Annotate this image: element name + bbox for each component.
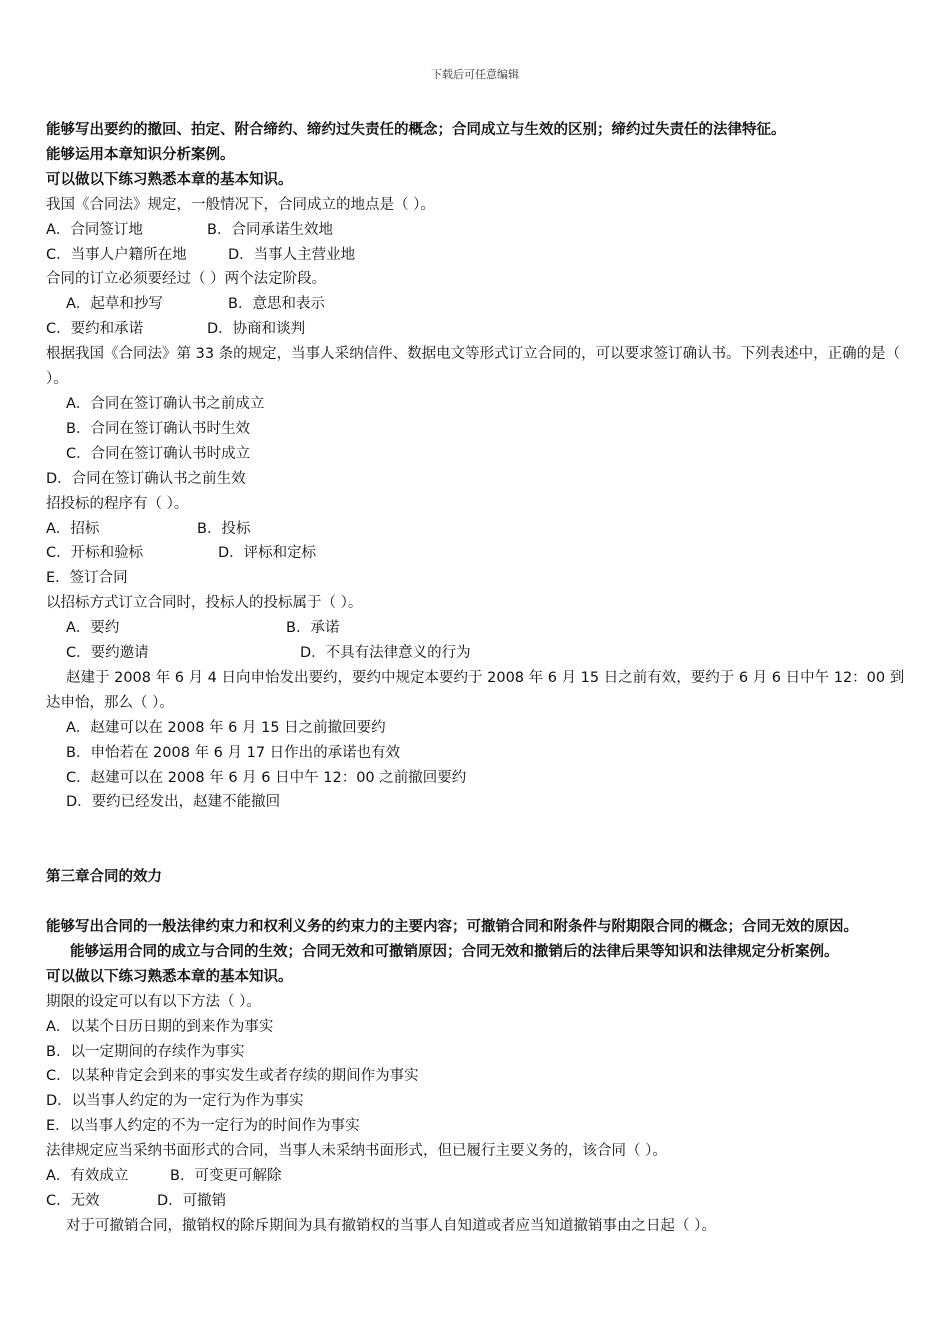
options-row	[46, 292, 908, 317]
page-header: 下载后可任意编辑	[431, 68, 519, 81]
option-d: D．合同在签订确认书之前生效	[46, 470, 246, 487]
question-stem: 以招标方式订立合同时，投标人的投标属于（ ）。	[46, 595, 363, 612]
chapter-title: 第三章合同的效力	[46, 869, 162, 886]
options-row	[46, 616, 908, 641]
option-d: D．可撤销	[157, 1192, 227, 1209]
question-stem: 合同的订立必须要经过（ ）两个法定阶段。	[46, 271, 327, 288]
document-body	[46, 118, 908, 1239]
question-stem: 对于可撤销合同，撤销权的除斥期间为具有撤销权的当事人自知道或者应当知道撤销事由之日起（ ）。	[66, 1217, 716, 1234]
option-c: C．开标和验标	[46, 545, 144, 562]
option-b: B．投标	[197, 520, 251, 537]
option-a: A．招标	[46, 520, 100, 537]
option-b: B．可变更可解除	[170, 1168, 282, 1185]
question-stem: 期限的设定可以有以下方法（ ）。	[46, 993, 261, 1010]
question-stem: 招投标的程序有（ ）。	[46, 495, 189, 512]
option-b: B．承诺	[286, 620, 340, 637]
option-c: C．以某种肯定会到来的事实发生或者存续的期间作为事实	[46, 1068, 419, 1085]
option-d: D．要约已经发出，赵建不能撤回	[66, 794, 281, 811]
objective-write: 能够写出要约的撤回、拍定、附合缔约、缔约过失责任的概念；合同成立与生效的区别；缔约过失责任的法律特征。	[46, 122, 786, 138]
option-a: A．以某个日历日期的到来作为事实	[46, 1018, 274, 1035]
options-row	[46, 517, 908, 542]
option-b: B．申怡若在 2008 年 6 月 17 日作出的承诺也有效	[66, 744, 401, 761]
spacer	[46, 890, 908, 915]
option-c: C．合同在签订确认书时成立	[66, 445, 251, 462]
option-e: E．以当事人约定的不为一定行为的时间作为事实	[46, 1118, 360, 1135]
option-c: C．当事人户籍所在地	[46, 246, 187, 263]
spacer	[46, 815, 908, 865]
option-c: C．要约邀请	[66, 645, 149, 662]
option-a: A．要约	[66, 620, 120, 637]
option-c: C．无效	[46, 1192, 100, 1209]
option-a: A．赵建可以在 2008 年 6 月 15 日之前撤回要约	[66, 719, 386, 736]
option-a: A．起草和抄写	[66, 296, 163, 313]
question-stem: 我国《合同法》规定，一般情况下，合同成立的地点是（ ）。	[46, 196, 435, 213]
options-row	[46, 1164, 908, 1189]
option-d: D．协商和谈判	[207, 321, 306, 338]
option-d: D．评标和定标	[218, 545, 317, 562]
question-stem: 赵建于 2008 年 6 月 4 日向申怡发出要约，要约中规定本要约于 2008 年 6 月 15 日之前有效，要约于 6 月 6 日中午 12：00 到达申怡，那么（ ）。	[46, 669, 905, 711]
objective-practice: 可以做以下练习熟悉本章的基本知识。	[46, 171, 293, 188]
objective-practice: 可以做以下练习熟悉本章的基本知识。	[46, 968, 293, 985]
options-row	[46, 1189, 908, 1214]
option-b: B．以一定期间的存续作为事实	[46, 1043, 245, 1060]
option-a: A．有效成立	[46, 1168, 129, 1185]
option-d: D．不具有法律意义的行为	[300, 645, 471, 662]
options-row	[46, 541, 908, 566]
option-d: D．以当事人约定的为一定行为作为事实	[46, 1093, 304, 1110]
question-stem: 法律规定应当采纳书面形式的合同，当事人未采纳书面形式，但已履行主要义务的，该合同（ ）。	[46, 1143, 667, 1160]
option-b: B．合同承诺生效地	[207, 221, 333, 238]
option-b: B．意思和表示	[228, 296, 325, 313]
options-row	[46, 218, 908, 243]
objective-write: 能够写出合同的一般法律约束力和权利义务的约束力的主要内容；可撤销合同和附条件与附期限合同的概念；合同无效的原因。	[46, 918, 858, 935]
option-e: E．签订合同	[46, 570, 128, 587]
options-row	[46, 243, 908, 268]
options-row	[46, 317, 908, 342]
option-a: A．合同在签订确认书之前成立	[66, 395, 265, 412]
objective-apply: 能够运用本章知识分析案例。	[46, 146, 235, 163]
option-c: C．赵建可以在 2008 年 6 月 6 日中午 12：00 之前撤回要约	[66, 769, 467, 786]
options-row	[46, 641, 908, 666]
option-b: B．合同在签订确认书时生效	[66, 420, 250, 437]
option-c: C．要约和承诺	[46, 321, 144, 338]
objective-apply: 能够运用合同的成立与合同的生效；合同无效和可撤销原因；合同无效和撤销后的法律后果等知识和法律规定分析案例。	[70, 943, 839, 960]
question-stem: 根据我国《合同法》第 33 条的规定，当事人采纳信件、数据电文等形式订立合同的，可以要求签订确认书。下列表述中，正确的是（ ）。	[46, 346, 901, 388]
option-a: A．合同签订地	[46, 221, 143, 238]
option-d: D．当事人主营业地	[228, 246, 356, 263]
